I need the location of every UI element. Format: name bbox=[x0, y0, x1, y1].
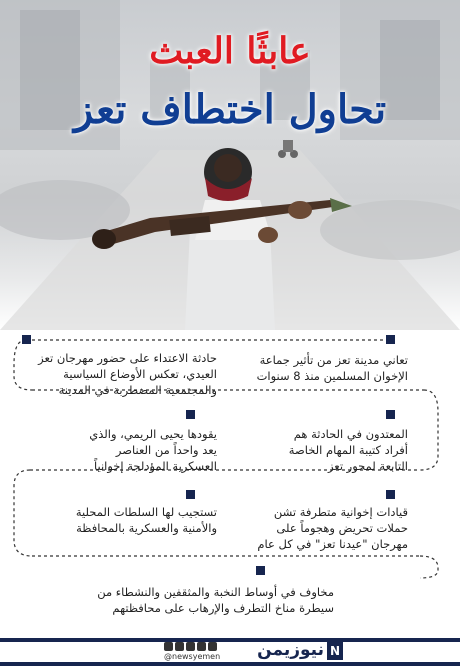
headline-line-1: عابثًا العبث bbox=[149, 30, 311, 72]
brand-logo-icon: N bbox=[327, 642, 343, 660]
timeline-marker bbox=[186, 490, 195, 499]
timeline-item-4: يقودها يحيى الريمي، والذي يعد واحداً من العناصر العسكرية المؤدلجة إخوانياً bbox=[89, 427, 217, 473]
timeline-marker bbox=[22, 335, 31, 344]
hero-photo bbox=[0, 0, 460, 330]
timeline-marker bbox=[386, 490, 395, 499]
timeline-item-6: تستجيب لها السلطات المحلية والأمنية والعسكرية بالمحافظة bbox=[75, 505, 217, 535]
youtube-icon[interactable] bbox=[186, 642, 195, 651]
social-icons bbox=[164, 642, 217, 651]
timeline-marker bbox=[386, 410, 395, 419]
timeline-marker bbox=[256, 566, 265, 575]
timeline-item-1: تعاني مدينة تعز من تأثير جماعة الإخوان المسلمين منذ 8 سنوات bbox=[256, 353, 408, 383]
timeline-item-3: المعتدون في الحادثة هم أفراد كتيبة المهام الخاصة التابعة لمحور تعز bbox=[288, 427, 408, 473]
social-handle[interactable]: @newsyemen bbox=[164, 652, 221, 661]
instagram-icon[interactable] bbox=[197, 642, 206, 651]
timeline-item-7: مخاوف في أوساط النخبة والمثقفين والنشطاء من سيطرة مناخ التطرف والإرهاب على محافظتهم bbox=[97, 585, 334, 615]
footer bbox=[0, 632, 460, 668]
telegram-icon[interactable] bbox=[208, 642, 217, 651]
timeline-marker bbox=[386, 335, 395, 344]
twitter-icon[interactable] bbox=[175, 642, 184, 651]
timeline-item-2: حادثة الاعتداء على حضور مهرجان تعز العيدي، تعكس الأوضاع السياسية والمجتمعية المضطربة في المدينة bbox=[38, 351, 217, 397]
timeline-item-5: قيادات إخوانية متطرفة تشن حملات تحريض وهجوماً على مهرجان "عيدنا تعز" في كل عام bbox=[257, 505, 408, 551]
headline-line-2: تحاول اختطاف تعز bbox=[73, 86, 387, 133]
timeline-marker bbox=[186, 410, 195, 419]
brand-name: نيوزيمن bbox=[257, 640, 324, 660]
facebook-icon[interactable] bbox=[164, 642, 173, 651]
timeline bbox=[0, 330, 460, 630]
